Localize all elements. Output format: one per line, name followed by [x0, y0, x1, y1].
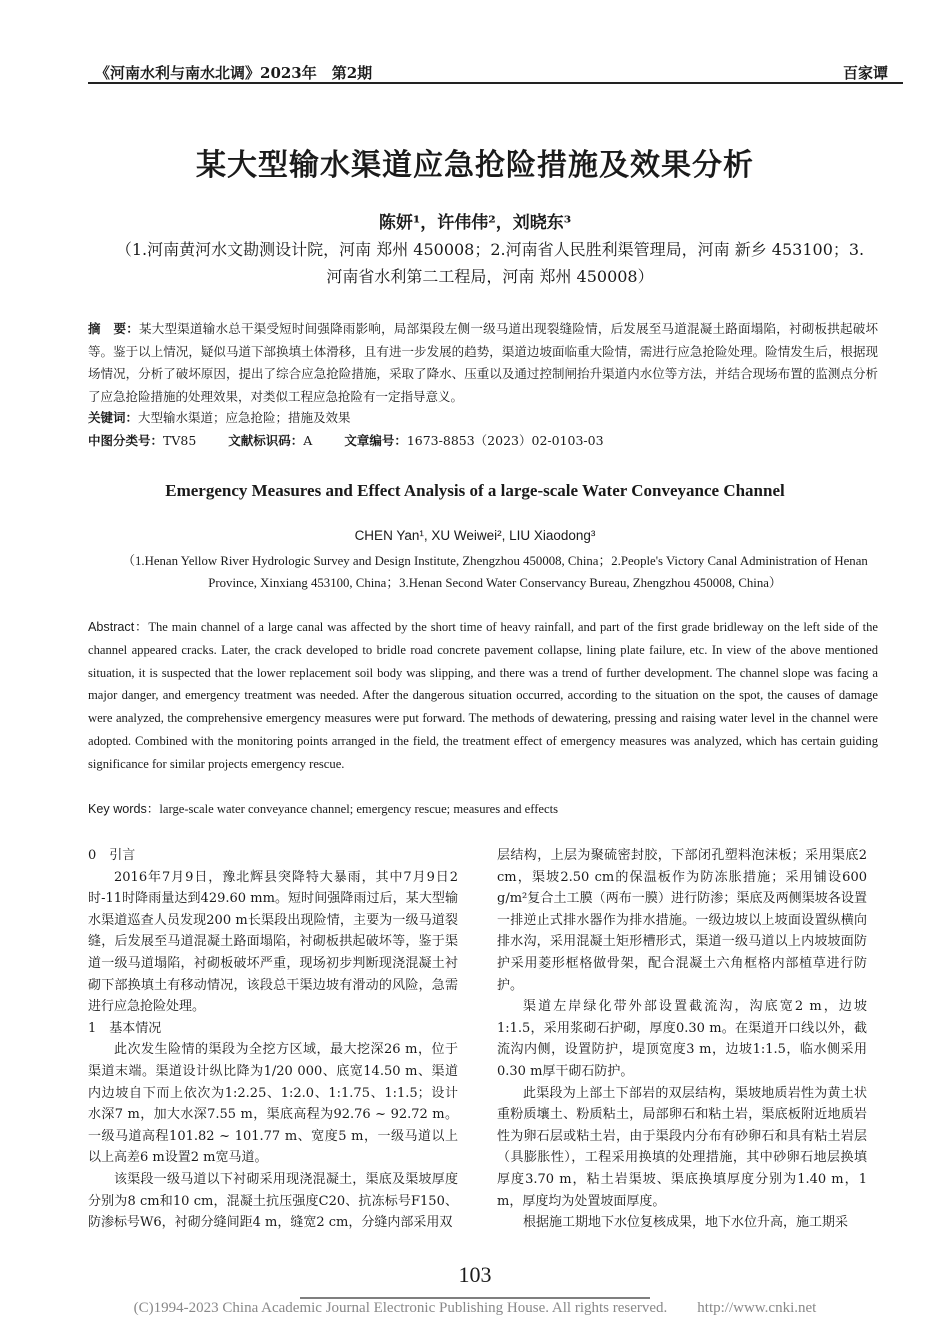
- keywords-cn-label: 关键词：: [88, 410, 139, 425]
- paper-title: 某大型输水渠道应急抢险措施及效果分析: [196, 148, 754, 183]
- paper-title-en: Emergency Measures and Effect Analysis of a large-scale Water Conveyance Channel: [165, 481, 785, 500]
- authors-en: CHEN Yan¹, XU Weiwei², LIU Xiaodong³: [354, 528, 596, 543]
- affiliations-en: （1.Henan Yellow River Hydrologic Survey and Design Institute, Zhengzhou 450008, China；2.People's Victory Canal Administration of Henan Province, Xinxiang 453100, China；3.Henan Second Water Conservancy Bureau, Zhengzhou 450008, China）: [122, 554, 868, 590]
- affiliations: （1.河南黄河水文勘测设计院，河南 郑州 450008；2.河南省人民胜利渠管理局，河南 新乡 453100；3.河南省水利第二工程局，河南 郑州 450008）: [115, 240, 865, 286]
- doc-code: 文献标识码：A: [228, 433, 313, 448]
- section-heading-intro: 0 引言: [88, 848, 136, 863]
- paragraph: 根据施工期地下水位复核成果，地下水位升高，施工期采: [523, 1215, 849, 1231]
- paragraph: 层结构，上层为聚硫密封胶，下部闭孔塑料泡沫板；采用渠底2 cm，渠坡2.50 cm的保温板作为防冻胀措施；采用铺设600 g/m²复合土工膜（两布一膜）进行防渗；渠底及两侧渠坡各设置一排逆止式排水器作为排水措施。一级边坡以上坡面设置纵横向排水沟，采用混凝土矩形槽形式，渠道一级马道以上内坡坡面防护采用菱形框格做骨架，配合混凝土六角框格内部植草进行防护。: [497, 848, 867, 993]
- abstract-cn: [88, 318, 878, 408]
- abstract-en-label: Abstract：: [88, 620, 149, 634]
- keywords-en-text: large-scale water conveyance channel; emergency rescue; measures and effects: [159, 802, 558, 816]
- section-label: 百家谭: [842, 64, 888, 82]
- body-column-left: [88, 845, 458, 1234]
- authors: 陈妍¹，许伟伟²，刘晓东³: [378, 213, 572, 233]
- article-number: 文章编号：1673-8853（2023）02-0103-03: [344, 433, 604, 448]
- copyright-watermark: (C)1994-2023 China Academic Journal Electronic Publishing House. All rights reserved. http://www.cnki.net: [133, 1300, 817, 1316]
- page-number-rule: [0, 1288, 950, 1290]
- keywords-cn-text: 大型输水渠道；应急抢险；措施及效果: [138, 410, 351, 425]
- paragraph: 渠道左岸绿化带外部设置截流沟，沟底宽2 m，边坡1:1.5，采用浆砌石护砌，厚度0.30 m。在渠道开口线以外，截流沟内侧，设置防护，堤顶宽度3 m，边坡1:1.5，临水侧采用0.30 m厚干砌石防护。: [497, 999, 867, 1079]
- paragraph: 此渠段为上部土下部岩的双层结构，渠坡地质岩性为黄土状重粉质壤土、粉质粘土，局部卵石和粘土岩，渠底板附近地质岩性为卵石层或粘土岩，由于渠段内分布有砂卵石和具有粘土岩层（具膨胀性），工程采用换填的处理措施，其中砂卵石地层换填厚度3.70 m，粘土岩渠坡、渠底换填厚度分别为1.40 m，1 m，厚度均为处置坡面厚度。: [497, 1085, 867, 1209]
- abstract-cn-text: 某大型渠道输水总干渠受短时间强降雨影响，局部渠段左侧一级马道出现裂缝险情，后发展至马道混凝土路面塌陷，衬砌板拱起破坏等。鉴于以上情况，疑似马道下部换填土体滑移，且有进一步发展的趋势，渠道边坡面临重大险情，需进行应急抢险处理。险情发生后，根据现场情况，分析了破坏原因，提出了综合应急抢险措施，采取了降水、压重以及通过控制闸抬升渠道内水位等方法，并结合现场布置的监测点分析了应急抢险措施的处理效果，对类似工程应急抢险有一定指导意义。: [88, 321, 878, 404]
- body-column-right: [497, 845, 867, 1234]
- section-heading-basic: 1 基本情况: [88, 1020, 162, 1036]
- abstract-cn-label: 摘 要：: [88, 321, 139, 336]
- abstract-en: [88, 616, 878, 776]
- page-number: 103: [458, 1262, 492, 1287]
- abstract-en-text: The main channel of a large canal was affected by the short time of heavy rainfall, and part of the first grade bridleway on the left side of the channel appeared cracks. Later, the crack developed to bridle road concrete pavement collapse, lining plate failure, etc. In view of the above mentioned situation, it is suspected that the lower replacement soil body was slipping, and there was a trend of further development. The channel slope was facing a major danger, and emergency treatment was needed. After the dangerous situation occurred, according to the situation on the spot, the causes of damage were analyzed, the comprehensive emergency measures were put forward. The methods of dewatering, pressing and raising water level in the channel were adopted. Combined with the monitoring points arranged in the field, the treatment effect of emergency measures was analyzed, which has certain guiding significance for similar projects emergency rescue.: [88, 620, 878, 771]
- header-divider: [88, 82, 903, 84]
- paragraph: 该渠段一级马道以下衬砌采用现浇混凝土，渠底及渠坡厚度分别为8 cm和10 cm，混凝土抗压强度C20、抗冻标号F150、防渗标号W6，衬砌分缝间距4 m，缝宽2 cm，分缝内部采用双: [88, 1171, 458, 1231]
- paragraph: 此次发生险情的渠段为全挖方区域，最大挖深26 m，位于渠道末端。渠道设计纵比降为1/20 000、底宽14.50 m、渠道内边坡自下而上依次为1:2.25、1:2.0、1:1.75、1:1.5；设计水深7 m，加大水深7.55 m，渠底高程为92.76 ~ 92.72 m。一级马道高程101.82 ~ 101.77 m、宽度5 m，一级马道以上以上高差6 m设置2 m宽马道。: [88, 1042, 458, 1166]
- classification-line: [88, 431, 878, 449]
- paragraph: 2016年7月9日，豫北辉县突降特大暴雨，其中7月9日2时-11时降雨量达到429.60 mm。短时间强降雨过后，某大型输水渠道巡查人员发现200 m长渠段出现险情，主要为一级马道裂缝，后发展至马道混凝土路面塌陷，衬砌板拱起破坏等，鉴于渠道一级马道塌陷，衬砌板破坏严重，现场初步判断现浇混凝土衬砌下部换填土有移动情况，该段总干渠边坡有滑动的风险，急需进行应急抢险处理。: [88, 869, 458, 1015]
- keywords-en-label: Key words：: [88, 802, 160, 816]
- keywords-cn: [88, 408, 351, 426]
- journal-header: 《河南水利与南水北调》2023年 第2期: [95, 64, 373, 82]
- clc-code: 中图分类号：TV85: [88, 433, 197, 448]
- keywords-en: [88, 798, 878, 817]
